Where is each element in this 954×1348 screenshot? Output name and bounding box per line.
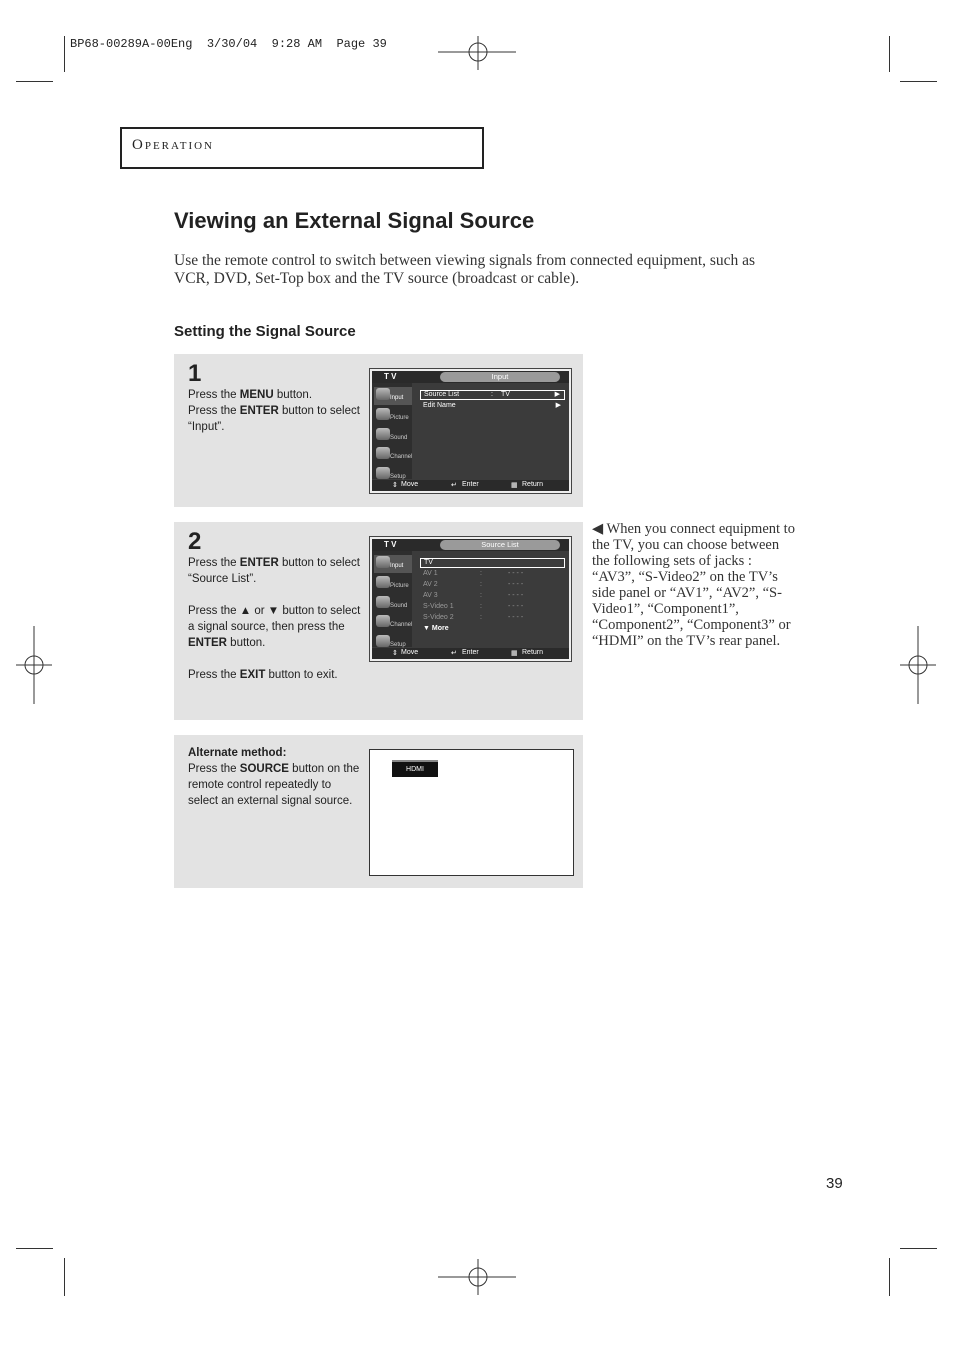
osd-footer-enter: Enter xyxy=(462,649,479,656)
osd-side-label: Input xyxy=(390,563,404,569)
text-run: Press the xyxy=(188,389,240,401)
osd-row-value: - - - - xyxy=(508,592,524,599)
instruction-line xyxy=(188,761,360,809)
osd-row-colon: : xyxy=(491,391,493,398)
osd-screen-input xyxy=(369,368,572,494)
arrow-right-icon: ▶ xyxy=(554,391,560,398)
osd-side-label: Channel xyxy=(390,622,413,628)
osd-row-svideo1 xyxy=(420,602,565,612)
crop-mark xyxy=(889,36,890,72)
osd-side-item-picture xyxy=(374,575,412,593)
page-title: Viewing an External Signal Source xyxy=(174,208,535,233)
osd-row-av2 xyxy=(420,580,565,590)
osd-footer-return: Return xyxy=(522,649,544,656)
osd-tv-label: T V xyxy=(384,372,397,381)
osd-side-item-input xyxy=(374,555,412,573)
crop-mark xyxy=(64,36,65,72)
osd-row-colon: : xyxy=(480,570,482,577)
setup-icon xyxy=(376,467,390,479)
crop-mark xyxy=(16,81,53,82)
osd-row-colon: : xyxy=(480,581,482,588)
osd-row-label: Source List xyxy=(424,391,460,398)
button-name: SOURCE xyxy=(239,763,289,775)
osd-sidebar xyxy=(372,383,412,479)
osd-side-label: Channel xyxy=(390,454,413,460)
sound-icon xyxy=(376,428,390,440)
registration-mark-top xyxy=(438,32,518,72)
button-name: ENTER xyxy=(188,637,227,649)
text-run: button on the remote control repeatedly to select an external signal source. xyxy=(188,763,360,807)
osd-side-item-channel xyxy=(374,614,412,632)
move-icon: ⇕ xyxy=(392,482,398,489)
crop-mark xyxy=(64,1258,65,1296)
osd-footer-move: Move xyxy=(401,481,419,488)
side-note: ◀ When you connect equipment to the TV, you can choose between the following sets of jacks : “AV3”, “S-Video2” on the TV’s side panel or “AV1”, “AV2”, “S-Video1”, “Component1”, “Component2”, “Component3” or “HDMI” on the TV’s rear panel. xyxy=(592,521,795,649)
step-2-text xyxy=(188,555,368,683)
text-run: Press the xyxy=(188,405,240,417)
hdmi-source-badge: HDMI xyxy=(392,760,438,777)
sound-icon xyxy=(376,596,390,608)
osd-side-label: Sound xyxy=(390,603,408,609)
osd-row-label: TV xyxy=(424,559,433,566)
osd-side-label: Picture xyxy=(390,415,409,421)
osd-row-value: TV xyxy=(501,391,510,398)
osd-row-label: Edit Name xyxy=(423,402,456,409)
return-icon: ▦ xyxy=(511,482,518,489)
return-icon: ▦ xyxy=(511,650,518,657)
registration-mark-left xyxy=(14,626,54,704)
arrow-right-icon: ▶ xyxy=(555,402,561,409)
osd-row-label: S-Video 2 xyxy=(423,614,454,621)
move-icon: ⇕ xyxy=(392,650,398,657)
registration-mark-bottom xyxy=(438,1257,518,1297)
osd-side-item-input xyxy=(374,387,412,405)
crop-mark xyxy=(900,1248,937,1249)
osd-row-av1 xyxy=(420,569,565,579)
channel-icon xyxy=(376,615,390,627)
osd-side-item-picture xyxy=(374,407,412,425)
osd-side-label: Setup xyxy=(390,642,406,648)
osd-row-label: ▼ More xyxy=(423,625,449,632)
osd-row-more xyxy=(420,624,565,634)
instruction-paragraph xyxy=(188,667,368,683)
osd-row-tv xyxy=(420,558,565,568)
section-label: Operation xyxy=(132,137,215,153)
osd-footer xyxy=(372,480,569,491)
osd-row-label: S-Video 1 xyxy=(423,603,454,610)
osd-row-colon: : xyxy=(480,592,482,599)
text-run: button. xyxy=(273,389,313,401)
osd-screen-hdmi xyxy=(369,749,574,876)
instruction-paragraph xyxy=(188,603,368,651)
text-run: Press the ▲ or ▼ button to select a signal source, then press the xyxy=(188,605,361,633)
picture-icon xyxy=(376,408,390,420)
osd-footer-move: Move xyxy=(401,649,419,656)
print-header: BP68-00289A-00Eng 3/30/04 9:28 AM Page 39 xyxy=(70,37,387,51)
enter-icon: ↵ xyxy=(451,482,457,489)
button-name: MENU xyxy=(239,389,274,401)
osd-row-svideo2 xyxy=(420,613,565,623)
osd-row-colon: : xyxy=(480,614,482,621)
osd-side-label: Sound xyxy=(390,435,408,441)
text-run: Press the xyxy=(188,557,240,569)
osd-side-label: Setup xyxy=(390,474,406,480)
osd-side-label: Input xyxy=(390,395,404,401)
osd-row-colon: : xyxy=(480,603,482,610)
text-run: button to select “Input”. xyxy=(188,405,360,433)
osd-row-av3 xyxy=(420,591,565,601)
osd-row-value: - - - - xyxy=(508,603,524,610)
crop-mark xyxy=(900,81,937,82)
osd-side-label: Picture xyxy=(390,583,409,589)
alternate-method-panel xyxy=(174,735,583,888)
picture-icon xyxy=(376,576,390,588)
osd-row-source-list xyxy=(420,390,565,400)
step-1-panel xyxy=(174,354,583,507)
osd-inner xyxy=(372,371,569,491)
text-run: button to exit. xyxy=(265,669,338,681)
osd-side-item-channel xyxy=(374,446,412,464)
instruction-line xyxy=(188,403,368,435)
button-name: EXIT xyxy=(239,669,266,681)
osd-menu-title: Source List xyxy=(440,540,560,550)
osd-footer-return: Return xyxy=(522,481,544,488)
osd-sidebar xyxy=(372,551,412,647)
osd-inner xyxy=(372,539,569,659)
step-2-panel xyxy=(174,522,583,720)
step-number: 1 xyxy=(188,360,202,387)
osd-row-label: AV 3 xyxy=(423,592,438,599)
channel-icon xyxy=(376,447,390,459)
osd-header xyxy=(372,539,569,551)
osd-row-edit-name xyxy=(420,401,565,411)
text-run: button. xyxy=(226,637,266,649)
osd-row-value: - - - - xyxy=(508,581,524,588)
alternate-heading xyxy=(188,745,360,761)
button-name: ENTER xyxy=(239,405,279,417)
crop-mark xyxy=(16,1248,53,1249)
osd-row-value: - - - - xyxy=(508,614,524,621)
osd-row-label: AV 2 xyxy=(423,581,438,588)
osd-side-item-sound xyxy=(374,595,412,613)
setup-icon xyxy=(376,635,390,647)
text-run: Press the xyxy=(188,763,240,775)
subheading: Setting the Signal Source xyxy=(174,323,356,340)
alternate-heading-text: Alternate method: xyxy=(188,747,287,759)
registration-mark-right xyxy=(898,626,938,704)
button-name: ENTER xyxy=(239,557,279,569)
page-number: 39 xyxy=(826,1175,843,1192)
text-run: button to select “Source List”. xyxy=(188,557,360,585)
alternate-method-text xyxy=(188,745,360,809)
osd-row-label: AV 1 xyxy=(423,570,438,577)
osd-header xyxy=(372,371,569,383)
crop-mark xyxy=(889,1258,890,1296)
osd-menu-title: Input xyxy=(440,372,560,382)
osd-tv-label: T V xyxy=(384,540,397,549)
instruction-paragraph xyxy=(188,555,368,587)
step-number: 2 xyxy=(188,528,202,555)
input-icon xyxy=(376,556,390,568)
intro-paragraph: Use the remote control to switch between viewing signals from connected equipment, such as VCR, DVD, Set-Top box and the TV source (broadcast or cable). xyxy=(174,252,756,287)
instruction-line xyxy=(188,387,368,403)
osd-footer-enter: Enter xyxy=(462,481,479,488)
step-1-text xyxy=(188,387,368,435)
input-icon xyxy=(376,388,390,400)
osd-side-item-sound xyxy=(374,427,412,445)
enter-icon: ↵ xyxy=(451,650,457,657)
osd-row-value: - - - - xyxy=(508,570,524,577)
text-run: Press the xyxy=(188,669,240,681)
osd-screen-source-list xyxy=(369,536,572,662)
osd-footer xyxy=(372,648,569,659)
